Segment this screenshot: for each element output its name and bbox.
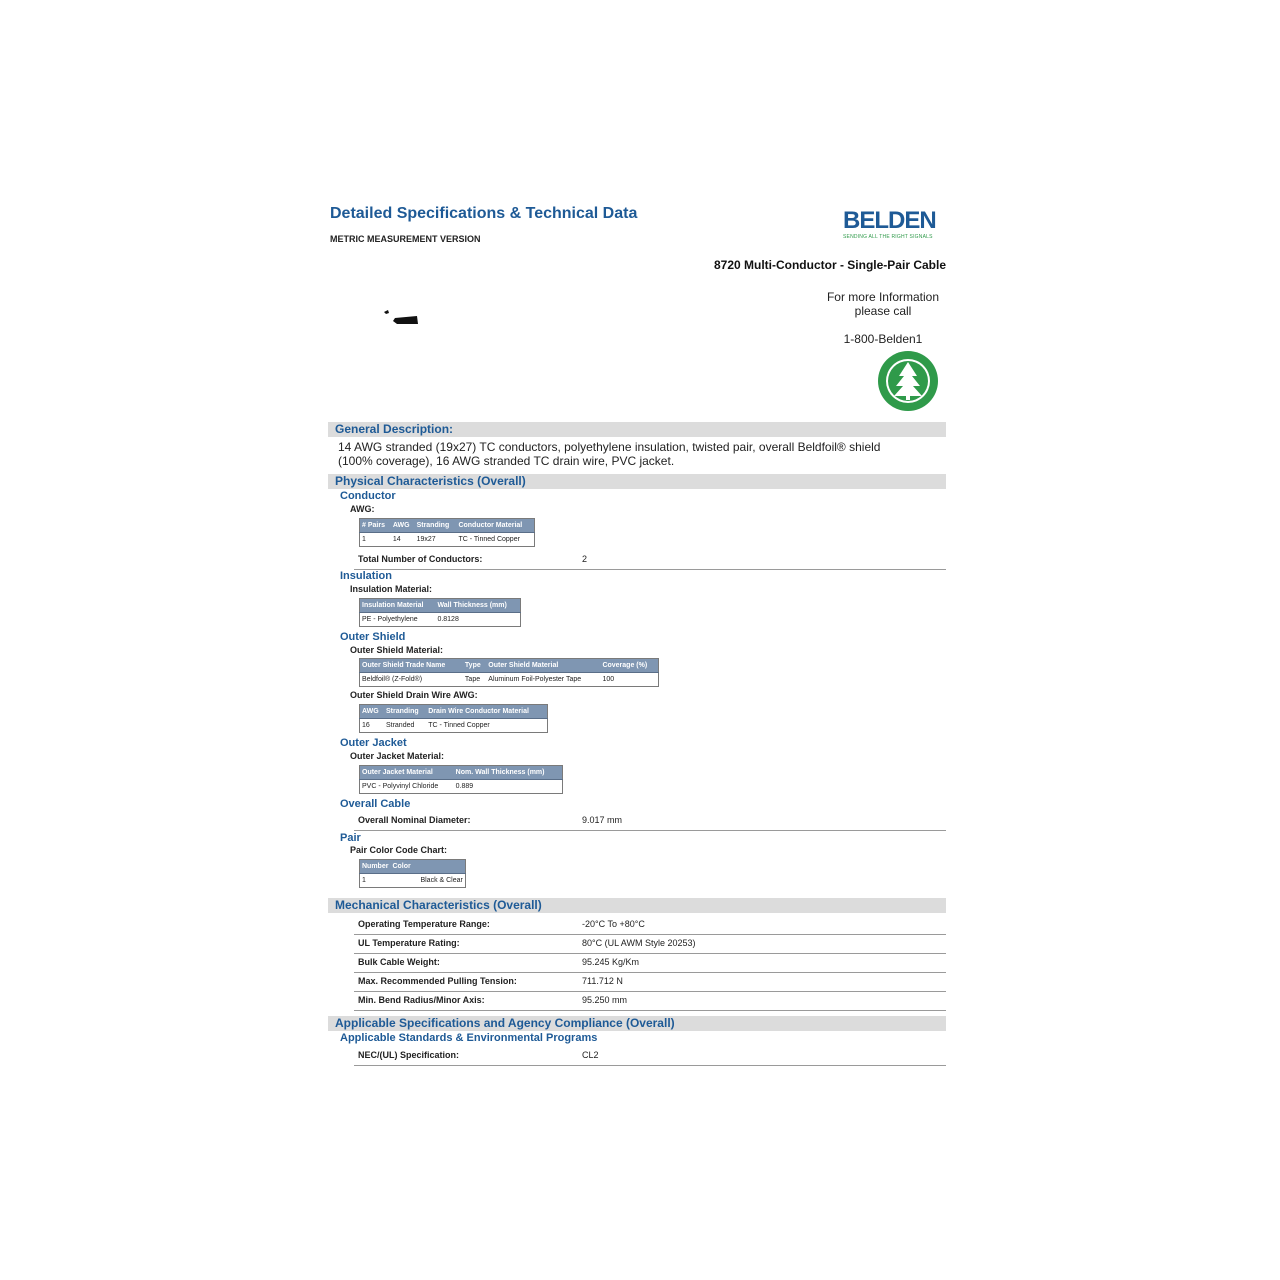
more-info-text	[818, 290, 948, 318]
table-header: AWG	[360, 705, 384, 719]
pair-color-label: Pair Color Code Chart:	[350, 845, 448, 855]
table-cell: TC - Tinned Copper	[426, 719, 547, 733]
table-header: # Pairs	[360, 519, 391, 533]
table-header: Outer Shield Trade Name	[360, 659, 463, 673]
table-row	[360, 874, 466, 888]
insulation-table	[359, 598, 521, 627]
section-bar-compliance	[328, 1016, 946, 1031]
document-subtitle: METRIC MEASUREMENT VERSION	[330, 234, 481, 244]
mechanical-row	[354, 935, 946, 954]
conductor-table	[359, 518, 535, 547]
table-header: Wall Thickness (mm)	[435, 599, 520, 613]
table-header: Nom. Wall Thickness (mm)	[454, 766, 563, 780]
outer-jacket-table	[359, 765, 563, 794]
table-cell: Black & Clear	[390, 874, 465, 888]
table-cell: TC - Tinned Copper	[456, 533, 534, 547]
row-value: CL2	[582, 1050, 599, 1060]
table-row	[360, 780, 563, 794]
outer-shield-heading: Outer Shield	[340, 631, 406, 643]
outer-shield-label: Outer Shield Material:	[350, 645, 444, 655]
table-header: Insulation Material	[360, 599, 436, 613]
cable-image	[383, 308, 423, 328]
row-value: 2	[582, 554, 588, 564]
table-cell: Beldfoil® (Z-Fold®)	[360, 673, 463, 687]
more-info-line2: please call	[854, 304, 912, 318]
conductor-heading: Conductor	[340, 490, 396, 502]
section-heading: Applicable Specifications and Agency Compliance (Overall)	[335, 1016, 675, 1030]
table-header: Type	[463, 659, 486, 673]
row-label: Total Number of Conductors:	[358, 554, 483, 564]
table-header: Drain Wire Conductor Material	[426, 705, 547, 719]
table-cell: 1	[360, 533, 391, 547]
table-header: Conductor Material	[456, 519, 534, 533]
more-info-line1: For more Information	[826, 290, 940, 304]
table-cell: 16	[360, 719, 384, 733]
mechanical-row	[354, 992, 946, 1011]
table-header-row	[360, 519, 535, 533]
mechanical-row	[354, 916, 946, 935]
table-header-row	[360, 659, 659, 673]
row-label: NEC/(UL) Specification:	[358, 1050, 460, 1060]
phone-number: 1-800-Belden1	[843, 332, 923, 346]
table-header: Stranding	[384, 705, 426, 719]
section-bar-general	[328, 422, 946, 437]
row-label: UL Temperature Rating:	[358, 938, 460, 948]
row-value: 711.712 N	[582, 976, 623, 986]
drain-wire-table	[359, 704, 548, 733]
insulation-heading: Insulation	[340, 570, 392, 582]
logo-wordmark: BELDEN	[843, 207, 936, 234]
section-heading: Physical Characteristics (Overall)	[335, 474, 526, 488]
table-cell: 0.8128	[435, 613, 520, 627]
product-title: 8720 Multi-Conductor - Single-Pair Cable	[713, 258, 946, 272]
mechanical-row	[354, 973, 946, 992]
total-conductors-row	[354, 551, 946, 570]
table-cell: 14	[391, 533, 415, 547]
table-header: Outer Jacket Material	[360, 766, 454, 780]
standards-heading: Applicable Standards & Environmental Programs	[340, 1032, 598, 1044]
outer-jacket-heading: Outer Jacket	[340, 737, 407, 749]
row-label: Operating Temperature Range:	[358, 919, 490, 929]
table-row	[360, 613, 521, 627]
table-header-row	[360, 599, 521, 613]
pair-color-table	[359, 859, 466, 888]
table-header: Number	[360, 860, 391, 874]
table-cell: Tape	[463, 673, 486, 687]
table-cell: Aluminum Foil-Polyester Tape	[486, 673, 600, 687]
insulation-label: Insulation Material:	[350, 584, 433, 594]
row-label: Min. Bend Radius/Minor Axis:	[358, 995, 485, 1005]
awg-label: AWG:	[350, 504, 375, 514]
table-row	[360, 719, 548, 733]
overall-diameter-row	[354, 812, 946, 831]
row-value: 95.250 mm	[582, 995, 628, 1005]
general-description-text: 14 AWG stranded (19x27) TC conductors, polyethylene insulation, twisted pair, overall Beldfoil® shield (100% coverage), 16 AWG stranded TC drain wire, PVC jacket.	[338, 440, 881, 468]
row-label: Bulk Cable Weight:	[358, 957, 440, 967]
section-heading: Mechanical Characteristics (Overall)	[335, 898, 542, 912]
table-row	[360, 673, 659, 687]
pair-heading: Pair	[340, 832, 361, 844]
overall-cable-heading: Overall Cable	[340, 798, 411, 810]
row-label: Overall Nominal Diameter:	[358, 815, 471, 825]
row-label: Max. Recommended Pulling Tension:	[358, 976, 517, 986]
row-value: 9.017 mm	[582, 815, 623, 825]
section-bar-physical	[328, 474, 946, 489]
logo-tagline: SENDING ALL THE RIGHT SIGNALS	[843, 234, 933, 240]
table-cell: 100	[600, 673, 658, 687]
table-header-row	[360, 766, 563, 780]
table-header: Stranding	[415, 519, 457, 533]
row-value: 80°C (UL AWM Style 20253)	[582, 938, 696, 948]
table-cell: PE - Polyethylene	[360, 613, 436, 627]
table-header: Coverage (%)	[600, 659, 658, 673]
table-cell: PVC - Polyvinyl Chloride	[360, 780, 454, 794]
table-cell: 0.889	[454, 780, 563, 794]
row-value: -20°C To +80°C	[582, 919, 645, 929]
section-bar-mechanical	[328, 898, 946, 913]
mechanical-row	[354, 954, 946, 973]
table-header-row	[360, 705, 548, 719]
row-value: 95.245 Kg/Km	[582, 957, 640, 967]
table-row	[360, 533, 535, 547]
outer-shield-table	[359, 658, 659, 687]
rohs-badge-icon	[877, 350, 939, 412]
table-cell: 1	[360, 874, 391, 888]
outer-jacket-label: Outer Jacket Material:	[350, 751, 445, 761]
drain-wire-label: Outer Shield Drain Wire AWG:	[350, 690, 478, 700]
table-header-row	[360, 860, 466, 874]
nec-spec-row	[354, 1047, 946, 1066]
section-heading: General Description:	[335, 422, 454, 436]
belden-logo	[843, 207, 936, 240]
table-cell: Stranded	[384, 719, 426, 733]
table-cell: 19x27	[415, 533, 457, 547]
table-header: Color	[390, 860, 465, 874]
table-header: Outer Shield Material	[486, 659, 600, 673]
table-header: AWG	[391, 519, 415, 533]
document-title: Detailed Specifications & Technical Data	[330, 205, 638, 222]
